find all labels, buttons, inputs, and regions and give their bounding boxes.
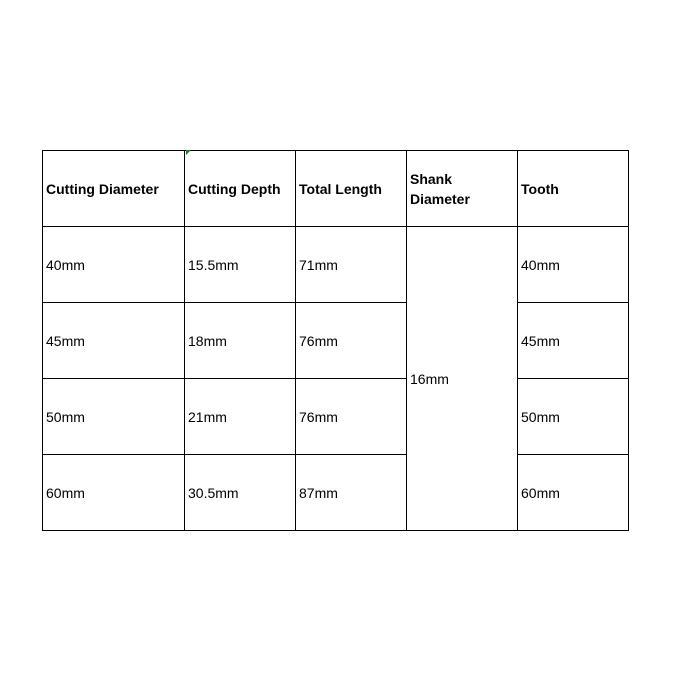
cell-total-length: 76mm <box>296 303 407 379</box>
cell-comment-marker <box>186 150 191 155</box>
table-row <box>43 455 629 531</box>
cell-tooth: 60mm <box>518 455 629 531</box>
header-cutting-depth: Cutting Depth <box>185 151 296 227</box>
cell-cutting-diameter: 45mm <box>43 303 185 379</box>
table-row <box>43 379 629 455</box>
cell-cutting-depth: 18mm <box>185 303 296 379</box>
header-shank-diameter: Shank Diameter <box>407 151 518 227</box>
header-cutting-diameter: Cutting Diameter <box>43 151 185 227</box>
header-total-length: Total Length <box>296 151 407 227</box>
cell-cutting-depth: 30.5mm <box>185 455 296 531</box>
header-row <box>43 151 629 227</box>
cell-tooth: 45mm <box>518 303 629 379</box>
cell-cutting-depth: 15.5mm <box>185 227 296 303</box>
cell-total-length: 71mm <box>296 227 407 303</box>
cell-total-length: 87mm <box>296 455 407 531</box>
cell-cutting-diameter: 60mm <box>43 455 185 531</box>
cell-tooth: 40mm <box>518 227 629 303</box>
cell-cutting-diameter: 50mm <box>43 379 185 455</box>
header-tooth: Tooth <box>518 151 629 227</box>
cell-tooth: 50mm <box>518 379 629 455</box>
cell-shank-diameter: 16mm <box>407 227 518 531</box>
specification-table <box>42 150 629 531</box>
table-row <box>43 227 629 303</box>
cell-cutting-depth: 21mm <box>185 379 296 455</box>
cell-total-length: 76mm <box>296 379 407 455</box>
table-row <box>43 303 629 379</box>
cell-cutting-diameter: 40mm <box>43 227 185 303</box>
